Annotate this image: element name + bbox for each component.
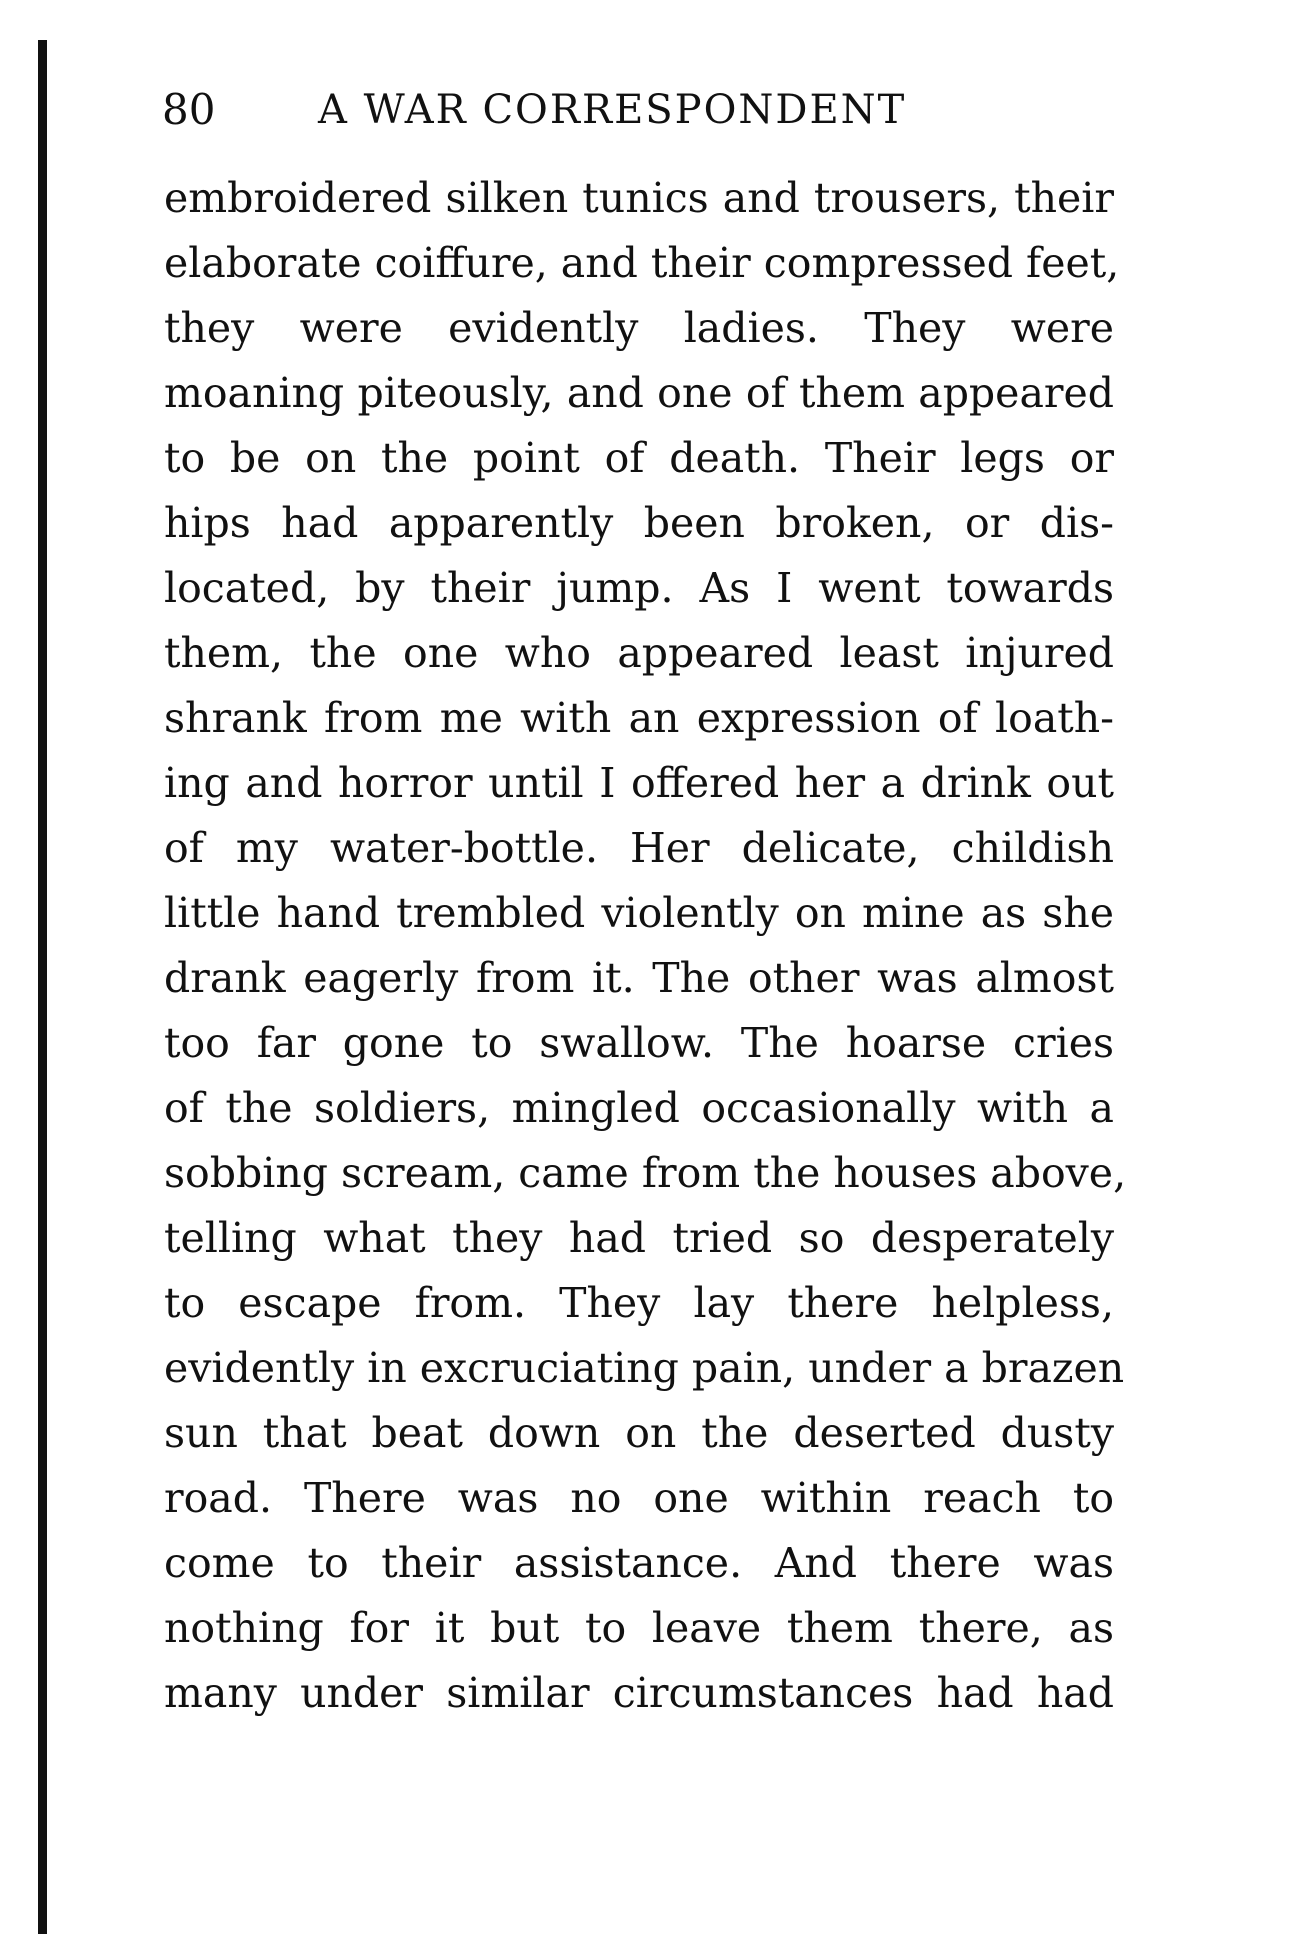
text-line: shrank from me with an expression of loath- <box>164 694 1114 742</box>
text-line: come to their assistance. And there was <box>164 1539 1114 1587</box>
text-line: elaborate coiffure, and their compressed feet, <box>164 239 1120 287</box>
text-line: road. There was no one within reach to <box>164 1474 1114 1522</box>
text-line: moaning piteously, and one of them appeared <box>164 369 1114 417</box>
page-spine-shadow <box>38 40 47 1934</box>
page-number: 80 <box>162 85 216 134</box>
text-line: to be on the point of death. Their legs or <box>164 434 1114 482</box>
text-line: evidently in excruciating pain, under a brazen <box>164 1344 1125 1392</box>
text-line: telling what they had tried so desperately <box>164 1214 1114 1262</box>
text-line: embroidered silken tunics and trousers, their <box>164 174 1114 222</box>
text-line: sobbing scream, came from the houses above, <box>164 1149 1127 1197</box>
text-line: many under similar circumstances had had <box>164 1669 1114 1717</box>
running-title: A WAR CORRESPONDENT <box>318 87 907 133</box>
text-line: hips had apparently been broken, or dis- <box>164 499 1114 547</box>
text-line: to escape from. They lay there helpless, <box>164 1279 1114 1327</box>
text-line: ing and horror until I offered her a drink out <box>164 759 1114 807</box>
text-line: little hand trembled violently on mine as she <box>164 889 1114 937</box>
text-line: nothing for it but to leave them there, as <box>164 1604 1114 1652</box>
text-line: too far gone to swallow. The hoarse cries <box>164 1019 1114 1067</box>
body-text <box>164 166 1127 1726</box>
text-line: of the soldiers, mingled occasionally with a <box>164 1084 1114 1132</box>
text-line: drank eagerly from it. The other was almost <box>164 954 1114 1002</box>
text-line: located, by their jump. As I went towards <box>164 564 1114 612</box>
text-line: sun that beat down on the deserted dusty <box>164 1409 1114 1457</box>
text-line: of my water-bottle. Her delicate, childish <box>164 824 1114 872</box>
text-line: they were evidently ladies. They were <box>164 304 1114 352</box>
text-line: them, the one who appeared least injured <box>164 629 1114 677</box>
